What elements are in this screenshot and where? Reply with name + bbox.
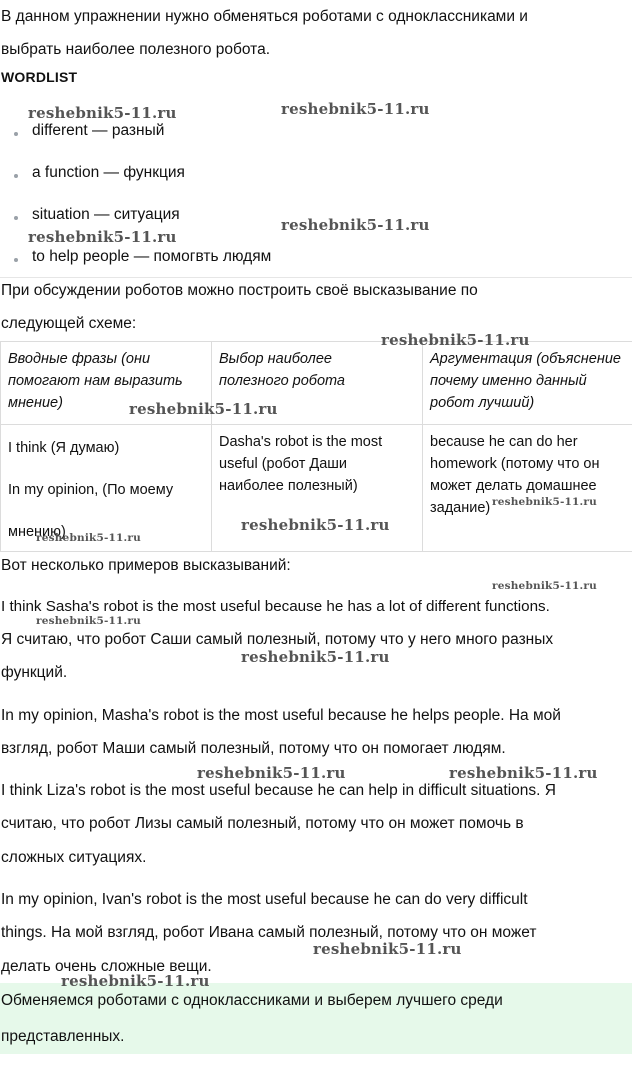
examples-intro: Вот несколько примеров высказываний: xyxy=(1,557,291,574)
example-4-line-1: In my opinion, Ivan's robot is the most useful because he can do very difficult xyxy=(1,891,528,908)
watermark: reshebnik5-11.ru xyxy=(381,331,530,349)
scheme-intro-line-1: При обсуждении роботов можно построить своё высказывание по xyxy=(1,282,478,299)
bullet-icon xyxy=(14,174,18,178)
watermark: reshebnik5-11.ru xyxy=(36,615,141,627)
example-1-line-3: функций. xyxy=(1,664,68,681)
example-2-line-1: In my opinion, Masha's robot is the most useful because he helps people. На мой xyxy=(1,707,561,724)
task-line-1: Обменяемся роботами с одноклассниками и выберем лучшего среди xyxy=(1,992,503,1009)
example-1-line-2: Я считаю, что робот Саши самый полезный, потому что у него много разных xyxy=(1,631,554,648)
watermark: reshebnik5-11.ru xyxy=(241,516,390,534)
example-2-line-2: взгляд, робот Маши самый полезный, потому что он помогает людям. xyxy=(1,740,506,757)
table-header-cell: Аргументация (объяснение почему именно данный робот лучший) xyxy=(423,342,632,425)
watermark: reshebnik5-11.ru xyxy=(492,580,597,592)
watermark: reshebnik5-11.ru xyxy=(129,400,278,418)
example-4-line-2: things. На мой взгляд, робот Ивана самый полезный, потому что он может xyxy=(1,924,537,941)
table-cell: because he can do her homework (потому что он может делать домашнее задание) xyxy=(423,425,632,552)
watermark: reshebnik5-11.ru xyxy=(241,648,390,666)
watermark: reshebnik5-11.ru xyxy=(197,764,346,782)
task-line-2: представленных. xyxy=(1,1028,125,1045)
bullet-icon xyxy=(14,132,18,136)
watermark: reshebnik5-11.ru xyxy=(313,940,462,958)
example-3-line-1: I think Liza's robot is the most useful because he can help in difficult situations. Я xyxy=(1,782,556,799)
bullet-icon xyxy=(14,216,18,220)
watermark: reshebnik5-11.ru xyxy=(492,496,597,508)
watermark: reshebnik5-11.ru xyxy=(28,228,177,246)
example-3-line-2: считаю, что робот Лизы самый полезный, потому что он может помочь в xyxy=(1,815,524,832)
watermark: reshebnik5-11.ru xyxy=(281,100,430,118)
watermark: reshebnik5-11.ru xyxy=(449,764,598,782)
scheme-intro-line-2: следующей схеме: xyxy=(1,315,137,332)
intro-line-1: В данном упражнении нужно обменяться роботами с одноклассниками и xyxy=(1,8,528,25)
wordlist-heading: WORDLIST xyxy=(1,69,78,85)
bullet-icon xyxy=(14,258,18,262)
table-cell: Dasha's robot is the most useful (робот Даши наиболее полезный) xyxy=(212,425,423,552)
watermark: reshebnik5-11.ru xyxy=(281,216,430,234)
watermark: reshebnik5-11.ru xyxy=(61,972,210,990)
example-1-line-1: I think Sasha's robot is the most useful because he has a lot of different functions. xyxy=(1,598,550,615)
intro-line-2: выбрать наиболее полезного робота. xyxy=(1,41,270,58)
table-cell: I think (Я думаю) In my opinion, (По моему мнению) xyxy=(1,425,212,552)
example-3-line-3: сложных ситуациях. xyxy=(1,849,147,866)
table-header-cell: Вводные фразы (они помогают нам выразить мнение) xyxy=(1,342,212,425)
table-header-cell: Выбор наиболее полезного робота xyxy=(212,342,423,425)
table-header-row xyxy=(1,342,632,425)
watermark: reshebnik5-11.ru xyxy=(36,532,141,544)
watermark: reshebnik5-11.ru xyxy=(28,104,177,122)
example-4-line-3: делать очень сложные вещи. xyxy=(1,958,212,975)
